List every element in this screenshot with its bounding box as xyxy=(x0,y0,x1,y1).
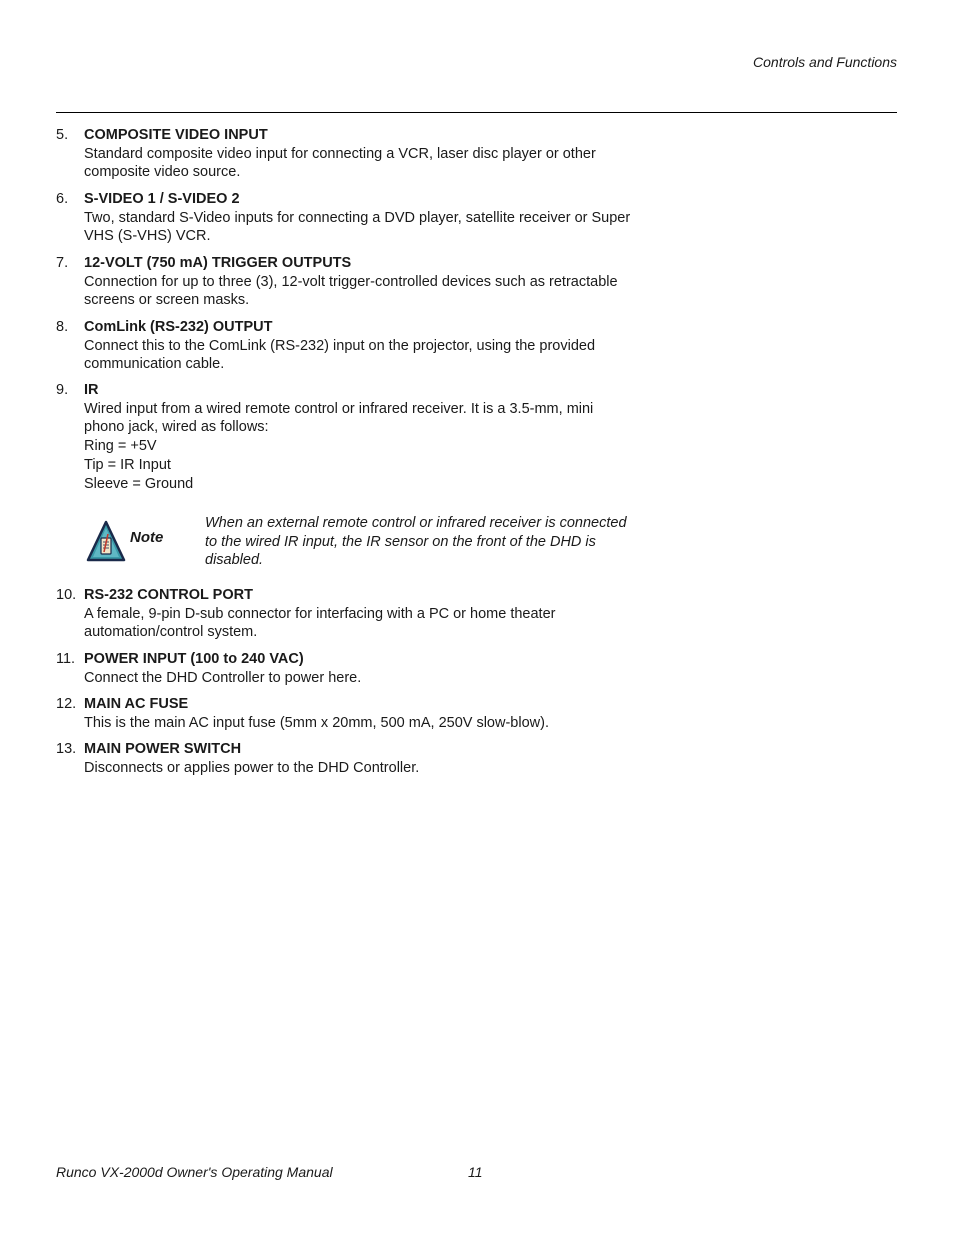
item-number: 8. xyxy=(56,319,69,335)
note-line: to the wired IR input, the IR sensor on the front of the DHD is xyxy=(205,533,596,550)
item-text: Wired input from a wired remote control or infrared receiver. It is a 3.5-mm, mini xyxy=(84,400,594,417)
item-text: automation/control system. xyxy=(84,624,258,641)
item-title: IR xyxy=(84,382,99,398)
item-number: 12. xyxy=(56,696,77,712)
list-item xyxy=(56,740,676,777)
item-text: This is the main AC input fuse (5mm x 20mm, 500 mA, 250V slow-blow). xyxy=(84,714,549,731)
list-item xyxy=(56,695,676,732)
item-text: Disconnects or applies power to the DHD Controller. xyxy=(84,759,420,776)
note-text xyxy=(205,514,665,570)
item-title: RS-232 CONTROL PORT xyxy=(84,587,253,603)
item-number: 9. xyxy=(56,382,69,398)
item-text: VHS (S-VHS) VCR. xyxy=(84,228,211,245)
item-text: composite video source. xyxy=(84,164,241,181)
list-item xyxy=(56,190,676,246)
item-text: communication cable. xyxy=(84,356,225,373)
item-text: Two, standard S-Video inputs for connecting a DVD player, satellite receiver or Super xyxy=(84,209,631,226)
item-number: 10. xyxy=(56,587,77,603)
item-text: Connection for up to three (3), 12-volt trigger-controlled devices such as retractable xyxy=(84,273,618,290)
item-number: 6. xyxy=(56,191,69,207)
item-number: 13. xyxy=(56,741,77,757)
list-item xyxy=(56,650,676,687)
item-title: COMPOSITE VIDEO INPUT xyxy=(84,127,268,143)
manual-title: Runco VX-2000d Owner's Operating Manual xyxy=(56,1164,333,1180)
item-text: Connect the DHD Controller to power here. xyxy=(84,669,362,686)
item-text: A female, 9-pin D-sub connector for interfacing with a PC or home theater xyxy=(84,605,556,622)
note-callout xyxy=(84,514,664,574)
item-text: Tip = IR Input xyxy=(84,456,171,473)
note-line: When an external remote control or infrared receiver is connected xyxy=(205,515,627,531)
note-line: disabled. xyxy=(205,552,264,569)
item-title: MAIN AC FUSE xyxy=(84,696,189,712)
item-text: Connect this to the ComLink (RS-232) input on the projector, using the provided xyxy=(84,337,596,354)
list-item xyxy=(56,126,676,182)
item-text: Sleeve = Ground xyxy=(84,475,194,492)
item-number: 7. xyxy=(56,255,69,271)
item-text: phono jack, wired as follows: xyxy=(84,419,269,436)
item-number: 11. xyxy=(56,651,76,667)
item-title: POWER INPUT (100 to 240 VAC) xyxy=(84,651,304,667)
list-item xyxy=(56,381,676,493)
item-title: S-VIDEO 1 / S-VIDEO 2 xyxy=(84,191,240,207)
item-text: Standard composite video input for connecting a VCR, laser disc player or other xyxy=(84,145,596,162)
item-title: MAIN POWER SWITCH xyxy=(84,741,242,757)
item-text: screens or screen masks. xyxy=(84,292,250,309)
list-item xyxy=(56,318,676,374)
item-text: Ring = +5V xyxy=(84,438,157,455)
item-number: 5. xyxy=(56,127,69,143)
page-number: 11 xyxy=(468,1164,483,1180)
item-title: 12-VOLT (750 mA) TRIGGER OUTPUTS xyxy=(84,255,352,271)
note-label: Note xyxy=(130,529,164,546)
list-item xyxy=(56,586,676,642)
warning-triangle-icon xyxy=(86,520,126,564)
section-title: Controls and Functions xyxy=(753,54,897,70)
item-title: ComLink (RS-232) OUTPUT xyxy=(84,319,273,335)
header-divider xyxy=(56,112,897,113)
list-item xyxy=(56,254,676,310)
